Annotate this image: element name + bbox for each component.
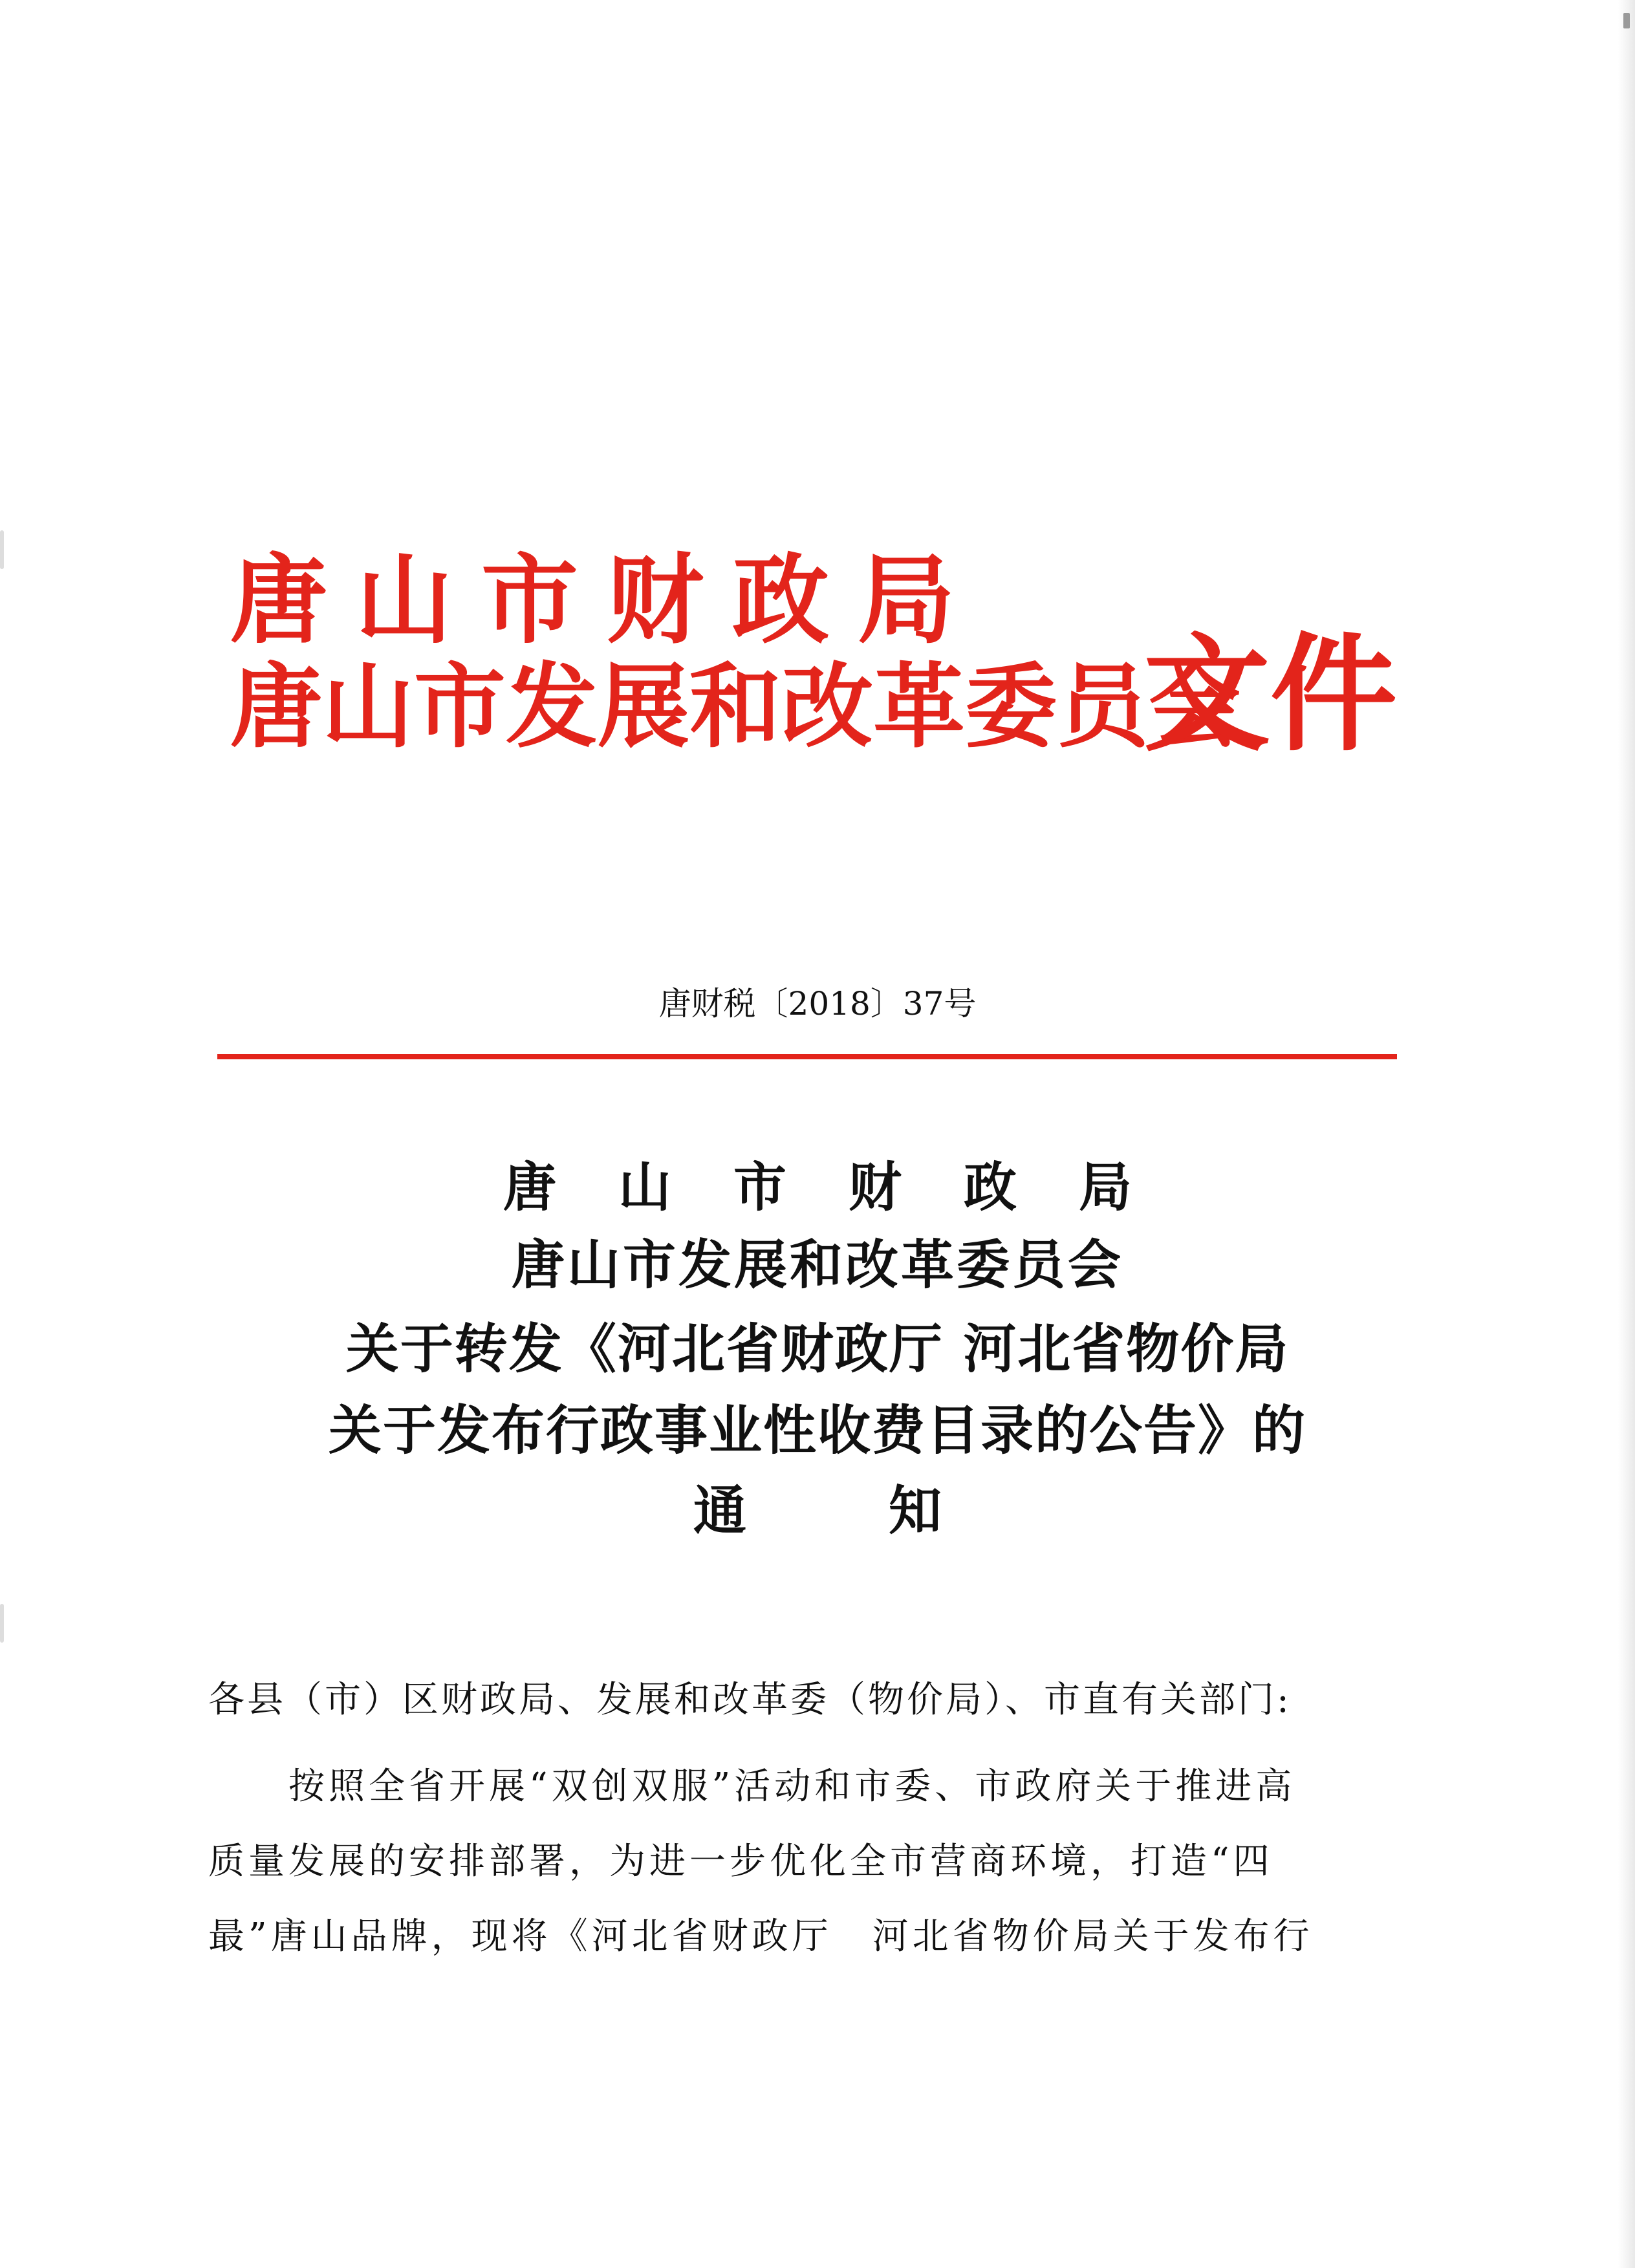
header-document-word: 文件 <box>1143 620 1398 769</box>
title-line-2: 唐山市发展和改革委员会 <box>511 1234 1123 1296</box>
paragraph-line: 质量发展的安排部署，为进一步优化全市营商环境，打造“四 <box>208 1841 1273 1883</box>
header-org-development-commission: 唐山市发展和改革委员会 <box>230 653 1240 761</box>
header-org-finance-bureau: 唐山市财政局 <box>230 543 984 657</box>
document-number: 唐财税〔2018〕37号 <box>658 985 977 1022</box>
binding-mark <box>0 1604 4 1643</box>
title-line-3: 关于转发《河北省财政厅 河北省物价局 <box>345 1318 1290 1380</box>
staple-mark <box>1623 13 1630 28</box>
binding-mark <box>0 530 4 569</box>
title-line-1: 唐山市财政局 <box>503 1156 1194 1218</box>
paragraph-line: 最”唐山品牌，现将《河北省财政厅 河北省物价局关于发布行 <box>208 1916 1314 1958</box>
title-line-4: 关于发布行政事业性收费目录的公告》的 <box>328 1399 1306 1462</box>
salutation: 各县（市）区财政局、发展和改革委（物价局）、市直有关部门: <box>208 1679 1292 1721</box>
paragraph-line: 按照全省开展“双创双服”活动和市委、市政府关于推进高 <box>288 1766 1296 1808</box>
scan-edge <box>1618 0 1635 2268</box>
title-line-5: 通知 <box>693 1480 1084 1542</box>
red-divider-line <box>217 1054 1397 1059</box>
